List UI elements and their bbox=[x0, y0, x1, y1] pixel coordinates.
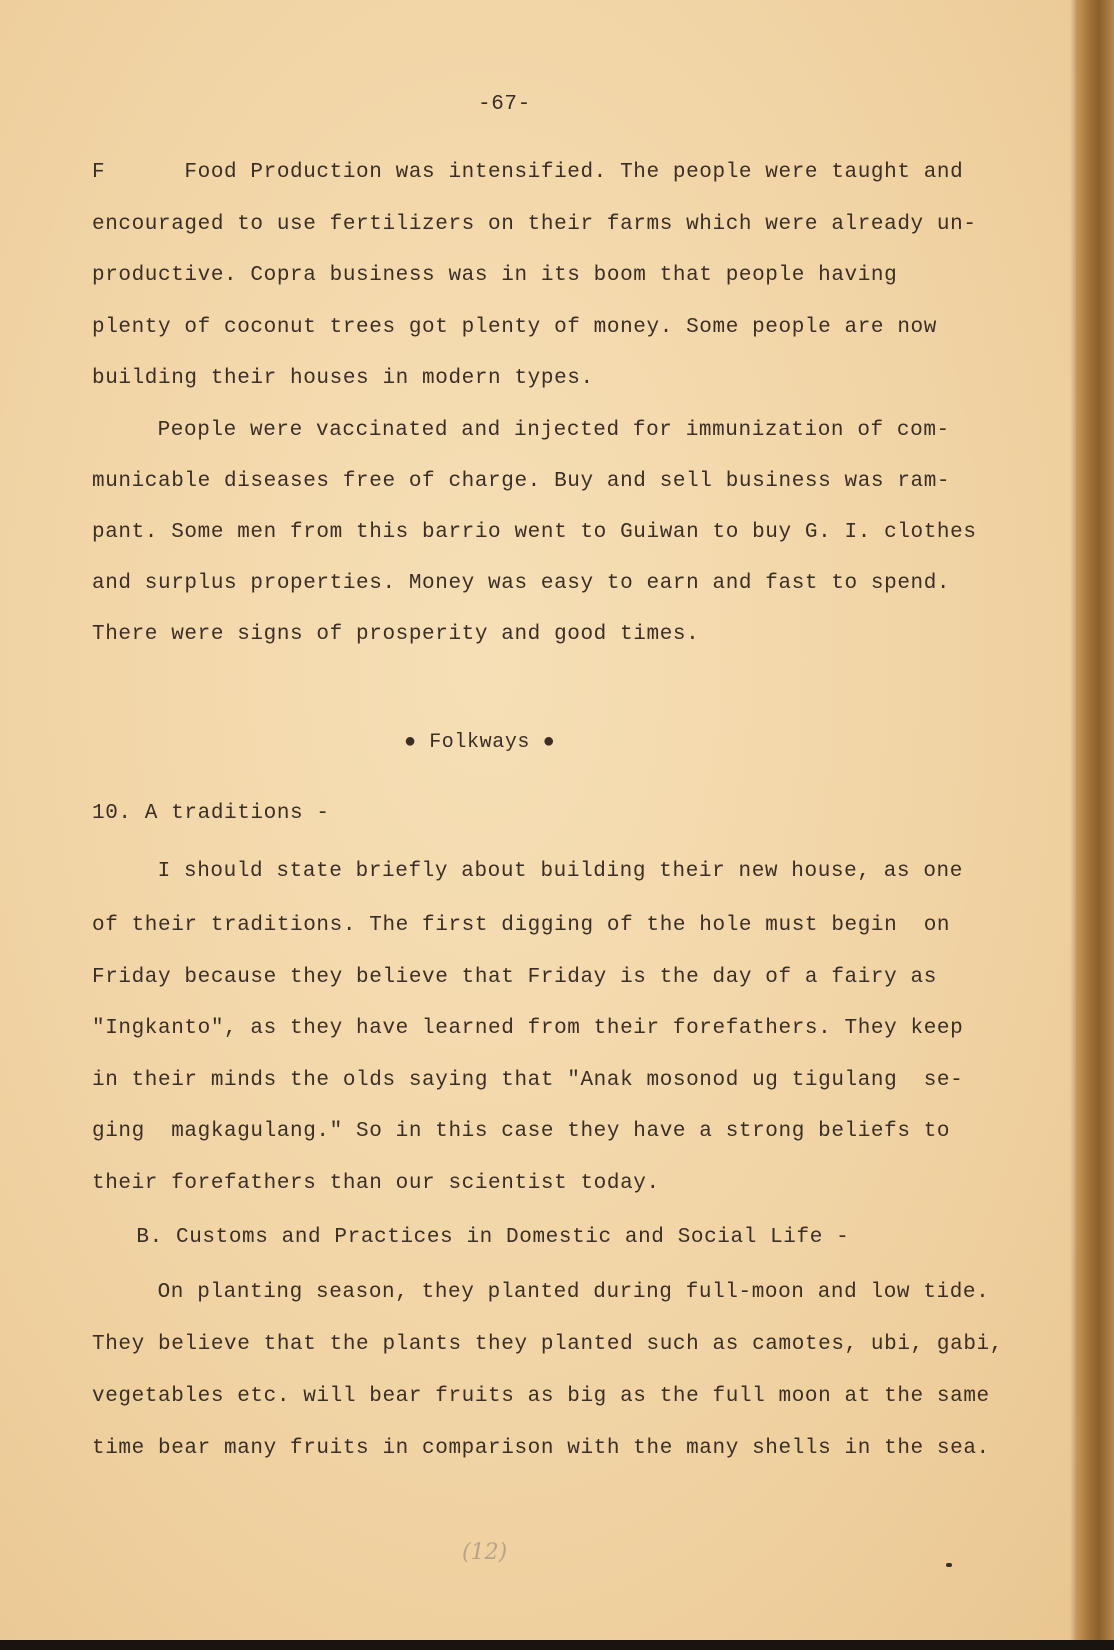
text-line-18: ging magkagulang." So in this case they have a strong beliefs to bbox=[92, 1120, 951, 1143]
text-line-23: vegetables etc. will bear fruits as big as the full moon at the same bbox=[92, 1385, 990, 1408]
ink-speck bbox=[946, 1563, 952, 1567]
text-line-15: Friday because they believe that Friday is the day of a fairy as bbox=[92, 966, 937, 989]
text-line-14: of their traditions. The first digging of the hole must begin on bbox=[92, 914, 951, 937]
text-line-1: F Food Production was intensified. The people were taught and bbox=[92, 161, 964, 184]
text-line-19: their forefathers than our scientist today. bbox=[92, 1172, 660, 1195]
text-line-8: pant. Some men from this barrio went to Guiwan to buy G. I. clothes bbox=[92, 521, 977, 544]
text-line-22: They believe that the plants they planted such as camotes, ubi, gabi, bbox=[92, 1333, 1003, 1356]
text-line-16: "Ingkanto", as they have learned from their forefathers. They keep bbox=[92, 1017, 964, 1040]
text-line-21: On planting season, they planted during full-moon and low tide. bbox=[118, 1281, 990, 1304]
text-line-3: productive. Copra business was in its boom that people having bbox=[92, 264, 898, 287]
text-line-10: There were signs of prosperity and good times. bbox=[92, 623, 700, 646]
text-line-24: time bear many fruits in comparison with the many shells in the sea. bbox=[92, 1437, 990, 1460]
text-line-5: building their houses in modern types. bbox=[92, 367, 594, 390]
book-binding bbox=[1076, 0, 1114, 1650]
text-line-2: encouraged to use fertilizers on their farms which were already un- bbox=[92, 213, 977, 236]
text-line-4: plenty of coconut trees got plenty of money. Some people are now bbox=[92, 316, 937, 339]
subsection-heading-traditions: 10. A traditions - bbox=[92, 802, 330, 825]
subsection-heading-customs: B. Customs and Practices in Domestic and Social Life - bbox=[110, 1226, 850, 1249]
text-line-7: municable diseases free of charge. Buy and sell business was ram- bbox=[92, 470, 951, 493]
section-heading-folkways: ● Folkways ● bbox=[404, 731, 556, 754]
text-line-13: I should state briefly about building their new house, as one bbox=[118, 860, 963, 883]
page-number: -67- bbox=[478, 93, 531, 116]
text-line-9: and surplus properties. Money was easy to earn and fast to spend. bbox=[92, 572, 951, 595]
scan-bottom-edge bbox=[0, 1640, 1114, 1650]
text-line-17: in their minds the olds saying that "Anak mosonod ug tigulang se- bbox=[92, 1069, 964, 1092]
handwritten-page-note: (12) bbox=[462, 1540, 508, 1565]
text-line-6: People were vaccinated and injected for immunization of com- bbox=[118, 419, 950, 442]
